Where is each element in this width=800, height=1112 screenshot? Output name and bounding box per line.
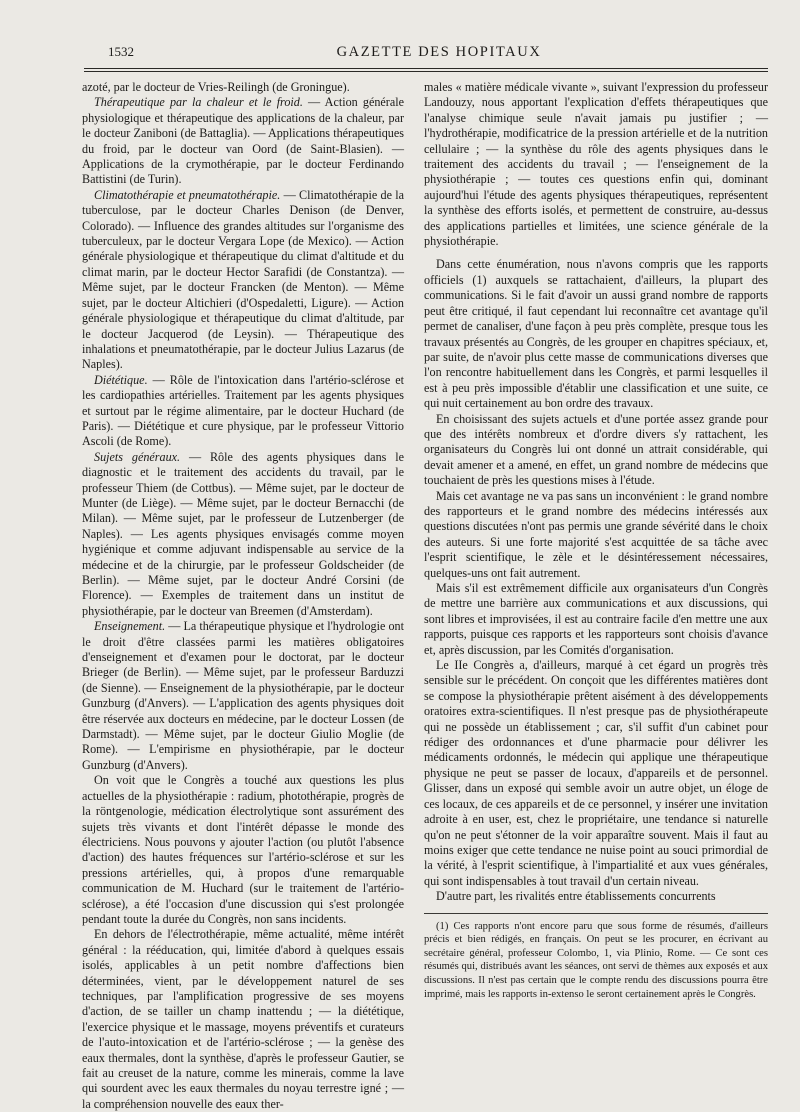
paragraph: males « matière médicale vivante », suivant l'expression du professeur Landouzy, nous apportant l'explication d'effets thérapeutiques que l'analyse chimique seule n'avait jamais pu justifier ; — l'hydrothérapie, modificatrice de la pression artérielle et de la nutrition cellulaire ; — la synthèse du rôle des agents physiques dans le traitement des accidents du travail ; — l'enseignement de la physiothérapie ; — toutes ces questions enfin qui, dominant aujourd'hui l'étude des agents physiques thérapeutiques, représentent la synthèse des efforts isolés, et permettent de construire, au-dessus des applications partielles et limitées, une science générale de la physiothérapie. — [424, 80, 768, 249]
running-title: GAZETTE DES HOPITAUX — [336, 44, 542, 60]
section-paragraph: Climatothérapie et pneumatothérapie. — Climatothérapie de la tuberculose, par le docteur Charles Denison (de Denver, Colorado). — Influence des grandes altitudes sur l'organisme des tuberculeux, par le docteur Vergara Lope (de Mexico). — Action générale physiologique et thérapeutique du climat d'altitude et du climat marin, par le docteur Hector Sarafidi (de Constantza). — Même sujet, par le docteur Francken (de Menton). — Même sujet, par le docteur Altichieri (d'Ospedaletti, Ligure). — Action générale physiologique et thérapeutique du climat d'altitude, par le docteur Jacquerod (de Leysin). — Thérapeutique des inhalations et pneumatothérapie, par le docteur Julius Lazarus (de Naples). — [82, 187, 405, 372]
paragraph: Mais s'il est extrêmement difficile aux organisateurs d'un Congrès de mettre une barrière aux communications et aux discussions, qui sont libres et improvisées, il est au contraire facile d'en mettre une aux rapports, puisque ces rapports et les rapporteurs sont choisis d'avance et, après discussion, par les Comités d'organisation. — [424, 581, 768, 657]
header-rule — [84, 71, 768, 72]
right-column — [424, 80, 768, 1001]
section-paragraph: Thérapeutique par la chaleur et le froid. — Action générale physiologique et thérapeutique des applications de la chaleur, par le docteur Zaniboni (de Battaglia). — Applications thérapeutiques du froid, par le docteur van Oord (de Saint-Blasien). — Applications de la crymothérapie, par le docteur Ferdinando Battistini (de Turin). — [82, 95, 404, 187]
section-title: Sujets généraux. — [94, 449, 181, 464]
paragraph: On voit que le Congrès a touché aux questions les plus actuelles de la physiothérapie : radium, photothérapie, progrès de la röntgenologie, médication électrolytique sont assurément des sujets très vivants et dont l'intérêt dépasse le monde des électriciens. Nous pouvons y ajouter l'action (ou plutôt l'absence d'action) des hautes fréquences sur l'artério-sclérose et sur les pressions artérielles, qui, à propos d'une remarquable communication de M. Huchard (sur le traitement de l'artério-sclérose), a été l'occasion d'une discussion qui s'est prolongée pendant toute la durée du Congrès, non sans incidents. — [82, 773, 404, 926]
footnote-rule — [424, 913, 768, 914]
left-column — [82, 80, 404, 1112]
paragraph: D'autre part, les rivalités entre établissements concurrents — [436, 889, 716, 904]
paragraph: azoté, par le docteur de Vries-Reilingh (de Groningue). — [82, 80, 350, 94]
page-number: 1532 — [108, 44, 134, 59]
paragraph: Dans cette énumération, nous n'avons compris que les rapports officiels (1) auxquels se rattachaient, d'ailleurs, la plupart des communications. Si le fait d'avoir un aussi grand nombre de rapports peut être critiqué, il faut cependant lui reconnaître cet avantage qu'il permet de canaliser, d'une façon à peu près complète, presque tous les travaux présentés au Congrès, de les grouper en chapitres spéciaux, et, par suite, de n'avoir plus cette masse de communications diverses que l'on rencontre habituellement dans les Congrès, et parmi lesquelles il est à peu près impossible d'établir une classification et une suite, ce qui nuit certainement au bon ordre des travaux. — [424, 257, 768, 411]
paragraph: Le IIe Congrès a, d'ailleurs, marqué à cet égard un progrès très sensible sur le précédent. On conçoit que les différentes matières dont se compose la physiothérapie prêtent aisément à des développements oratoires extra-scientifiques. Il n'est presque pas de physiothérapeute qui ne possède un établissement ; car, s'il suffit d'un cabinet pour rédiger des ordonnances et d'une pharmacie pour délivrer les médicaments ordonnés, le médecin qui applique une thérapeutique physique ne peut se passer de locaux, d'appareils et de personnel. Glisser, dans un exposé qui semble avoir un autre objet, un éloge de ces locaux, de ces appareils et de ce personnel, y insérer une invitation adroite à en user, est, chez le propriétaire, une tendance si naturelle qu'on ne peut s'étonner de la voir apparaître souvent. Mais il faut au moins exiger que cette tendance ne nuise point au souci primordial de la vérité, à l'esprit scientifique, à l'impartialité et aux vues générales, qui sont indispensables à tout travail d'un certain niveau. — [424, 658, 768, 888]
section-title: Enseignement. — [94, 619, 166, 634]
section-paragraph: Enseignement. — La thérapeutique physique et l'hydrologie ont le droit d'être classées parmi les matières obligatoires d'enseignement et d'examen pour le doctorat, par le docteur Brieger (de Berlin). — Même sujet, par le professeur Barduzzi (de Sienne). — Enseignement de la physiothérapie, par le docteur Gunzburg (d'Anvers). — L'application des agents physiques doit être réservée aux docteurs en médecine, par le docteur Lossen (de Darmstadt). — Même sujet, par le docteur Giulio Moglie (de Rome). — L'empirisme en physiothérapie, par le docteur Gunzburg (d'Anvers). — [82, 619, 404, 772]
section-title: Diététique. — [94, 372, 148, 387]
section-paragraph: Sujets généraux. — Rôle des agents physiques dans le diagnostic et le traitement des accidents du travail, par le professeur Thiem (de Cottbus). — Même sujet, par le docteur de Munter (de Liège). — Même sujet, par le docteur Bernacchi (de Milan). — Même sujet, par le professeur de Lutzenberger (de Naples). — Les agents physiques envisagés comme moyen hygiénique et comme adjuvant indispensable au service de la médecine et de la chirurgie, par le professeur Goldscheider (de Berlin). — Même sujet, par le docteur André Corsini (de Florence). — Exemples de traitement dans un institut de physiothérapie, par le docteur van Breemen (d'Amsterdam). — [82, 449, 404, 618]
section-title: Thérapeutique par la chaleur et le froid. — [94, 95, 303, 110]
page-header — [108, 44, 770, 64]
footnote: (1) Ces rapports n'ont encore paru que sous forme de résumés, d'ailleurs précis et bien rédigés, en français. On peut se les procurer, en écrivant au secrétaire général, professeur Colombo, 1, via Plinio, Rome. — Ce sont ces résumés qui, distribués avant les séances, ont servi de thèmes aux exposés et aux discussions. Il n'est pas certain que le compte rendu des discussions pourra être imprimé, mais les rapports in-extenso le seront certainement après le Congrès. — [424, 920, 768, 1000]
header-rule — [84, 68, 768, 69]
paragraph: En choisissant des sujets actuels et d'une portée assez grande pour que des intérêts nombreux et d'ordre divers s'y rattachent, les organisateurs du Congrès lui ont donné un attrait considérable, qui devait amener et a amené, en effet, un grand nombre de médecins que touchaient de près les questions mises à l'étude. — [424, 411, 768, 488]
section-title: Climatothérapie et pneumatothérapie. — [94, 187, 281, 202]
paragraph: Mais cet avantage ne va pas sans un inconvénient : le grand nombre des rapporteurs et le grand nombre des médecins intéressés aux questions discutées n'ont pas permis une grande sévérité dans le choix des auteurs. Si une forte majorité s'est acquittée de sa tâche avec l'esprit scientifique, le zèle et le désintéressement nécessaires, quelques-uns ont fait autrement. — [424, 488, 768, 580]
paragraph: En dehors de l'électrothérapie, même actualité, même intérêt général : la rééducation, qui, limitée d'abord à quelques essais isolés, applicables à un petit nombre d'affections bien déterminées, vient, par le développement naturel de ses techniques, par l'amplification progressive de ses moyens d'action, de se tailler un champ inattendu ; — la diététique, l'exercice physique et le massage, moyens préventifs et curateurs de l'auto-intoxication et de l'artério-sclérose ; — la genèse des eaux thermales, dont la synthèse, d'après le professeur Gautier, se fait au creuset de la nature, comme les minerais, comme la lave qui sourdent avec les eaux thermales du noyau terrestre igné ; — la compréhension nouvelle des eaux ther- — [82, 927, 404, 1111]
section-paragraph: Diététique. — Rôle de l'intoxication dans l'artério-sclérose et les cardiopathies artérielles. Traitement par les agents physiques et surtout par le régime alimentaire, par le docteur Huchard (de Paris). — Diététique et cure physique, par le professeur Vittorio Ascoli (de Rome). — [82, 372, 404, 449]
